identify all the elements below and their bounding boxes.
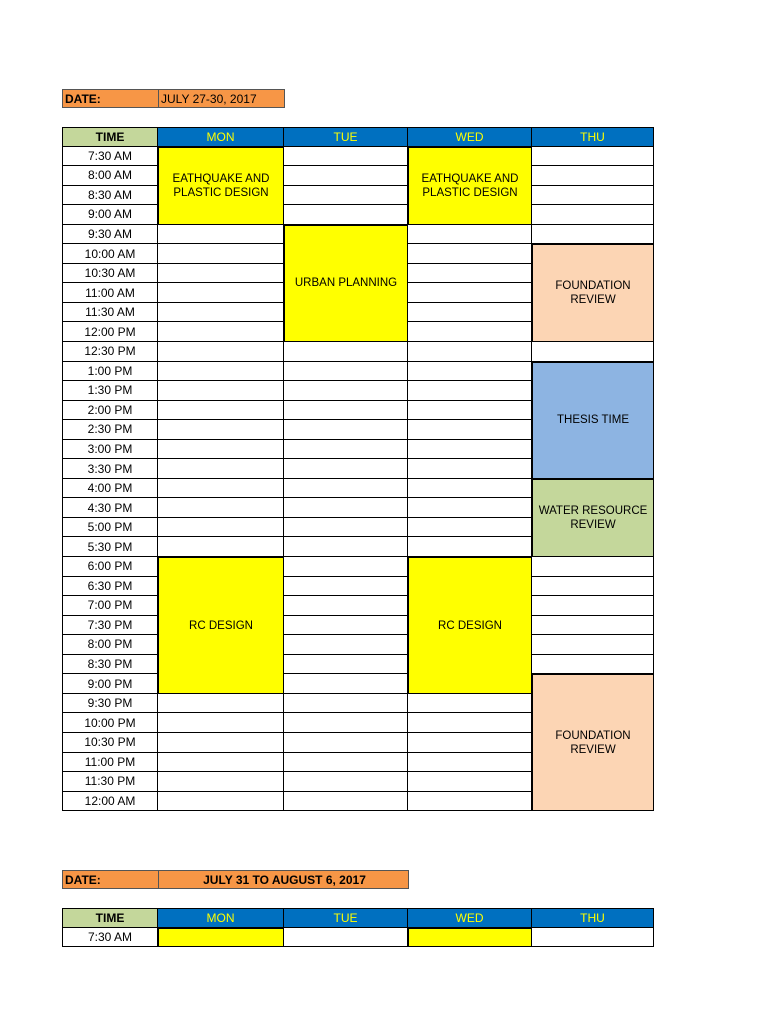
schedule-table-1	[62, 127, 654, 811]
slot-cell-mon[interactable]	[158, 322, 284, 342]
event-block[interactable]: FOUNDATION REVIEW	[532, 674, 654, 811]
slot-cell-tue[interactable]	[284, 772, 408, 792]
slot-cell-tue[interactable]	[284, 733, 408, 753]
slot-cell-wed[interactable]	[408, 772, 532, 792]
time-row	[62, 577, 654, 597]
event-block[interactable]: THESIS TIME	[532, 362, 654, 479]
slot-cell-tue[interactable]	[284, 205, 408, 225]
time-cell: 8:00 AM	[62, 166, 158, 186]
time-cell: 4:00 PM	[62, 479, 158, 499]
slot-cell-thu[interactable]	[532, 166, 654, 186]
slot-cell-thu[interactable]	[532, 557, 654, 577]
slot-cell-tue[interactable]	[284, 537, 408, 557]
time-cell: 11:00 AM	[62, 283, 158, 303]
time-row	[62, 655, 654, 675]
header-row	[62, 908, 654, 928]
slot-cell-tue[interactable]	[284, 166, 408, 186]
slot-cell-tue[interactable]	[284, 440, 408, 460]
slot-cell-tue[interactable]	[284, 792, 408, 812]
slot-cell-wed[interactable]	[408, 381, 532, 401]
slot-cell-thu[interactable]	[532, 186, 654, 206]
time-cell: 6:00 PM	[62, 557, 158, 577]
time-cell: 11:30 PM	[62, 772, 158, 792]
slot-cell-wed[interactable]	[408, 753, 532, 773]
time-cell: 1:00 PM	[62, 362, 158, 382]
slot-cell-mon[interactable]	[158, 244, 284, 264]
time-row	[62, 616, 654, 636]
slot-cell-wed[interactable]	[408, 694, 532, 714]
event-block[interactable]: EATHQUAKE AND PLASTIC DESIGN	[408, 147, 532, 225]
time-cell: 1:30 PM	[62, 381, 158, 401]
time-cell: 8:30 PM	[62, 655, 158, 675]
slot-cell-thu[interactable]	[532, 655, 654, 675]
time-cell: 11:30 AM	[62, 303, 158, 323]
slot-cell-mon[interactable]	[158, 283, 284, 303]
slot-cell-tue[interactable]	[284, 596, 408, 616]
date-label: DATE:	[62, 870, 159, 889]
header-tue: TUE	[284, 908, 408, 928]
time-cell: 7:30 AM	[62, 928, 158, 948]
time-cell: 8:00 PM	[62, 635, 158, 655]
slot-cell-mon[interactable]	[158, 518, 284, 538]
slot-cell-tue[interactable]	[284, 342, 408, 362]
slot-cell-tue[interactable]	[284, 381, 408, 401]
time-cell: 10:30 AM	[62, 264, 158, 284]
event-block[interactable]: EATHQUAKE AND PLASTIC DESIGN	[158, 147, 284, 225]
slot-cell-mon[interactable]	[158, 264, 284, 284]
slot-cell-tue[interactable]	[284, 674, 408, 694]
slot-cell-wed[interactable]	[408, 303, 532, 323]
slot-cell-wed[interactable]	[408, 420, 532, 440]
time-cell: 9:00 PM	[62, 674, 158, 694]
date-bar-1	[62, 89, 285, 108]
slot-cell-tue[interactable]	[284, 498, 408, 518]
time-row	[62, 186, 654, 206]
slot-cell-wed[interactable]	[408, 225, 532, 245]
slot-cell-wed[interactable]	[408, 537, 532, 557]
slot-cell-wed[interactable]	[408, 713, 532, 733]
slot-cell-mon[interactable]	[158, 772, 284, 792]
slot-cell-mon[interactable]	[158, 792, 284, 812]
slot-cell-mon[interactable]	[158, 342, 284, 362]
time-cell: 5:30 PM	[62, 537, 158, 557]
event-block[interactable]	[158, 928, 284, 948]
slot-cell-tue[interactable]	[284, 713, 408, 733]
slot-cell-tue[interactable]	[284, 928, 408, 948]
slot-cell-tue[interactable]	[284, 518, 408, 538]
time-cell: 2:00 PM	[62, 401, 158, 421]
header-tue: TUE	[284, 127, 408, 147]
time-row	[62, 147, 654, 167]
time-cell: 12:30 PM	[62, 342, 158, 362]
date-label: DATE:	[62, 89, 159, 108]
slot-cell-wed[interactable]	[408, 733, 532, 753]
event-block[interactable]: RC DESIGN	[158, 557, 284, 694]
slot-cell-mon[interactable]	[158, 303, 284, 323]
slot-cell-wed[interactable]	[408, 518, 532, 538]
slot-cell-thu[interactable]	[532, 596, 654, 616]
slot-cell-mon[interactable]	[158, 225, 284, 245]
time-cell: 2:30 PM	[62, 420, 158, 440]
slot-cell-thu[interactable]	[532, 225, 654, 245]
slot-cell-tue[interactable]	[284, 753, 408, 773]
slot-cell-mon[interactable]	[158, 459, 284, 479]
slot-cell-mon[interactable]	[158, 713, 284, 733]
slot-cell-thu[interactable]	[532, 635, 654, 655]
slot-cell-tue[interactable]	[284, 635, 408, 655]
event-block[interactable]: WATER RESOURCE REVIEW	[532, 479, 654, 557]
slot-cell-tue[interactable]	[284, 479, 408, 499]
event-block[interactable]: FOUNDATION REVIEW	[532, 244, 654, 342]
event-block[interactable]	[408, 928, 532, 948]
slot-cell-wed[interactable]	[408, 440, 532, 460]
header-row	[62, 127, 654, 147]
slot-cell-tue[interactable]	[284, 401, 408, 421]
slot-cell-mon[interactable]	[158, 479, 284, 499]
slot-cell-thu[interactable]	[532, 147, 654, 167]
slot-cell-wed[interactable]	[408, 283, 532, 303]
time-cell: 10:00 PM	[62, 713, 158, 733]
slot-cell-tue[interactable]	[284, 420, 408, 440]
slot-cell-mon[interactable]	[158, 498, 284, 518]
time-cell: 9:30 PM	[62, 694, 158, 714]
event-block[interactable]: URBAN PLANNING	[284, 225, 408, 342]
slot-cell-mon[interactable]	[158, 381, 284, 401]
time-cell: 3:30 PM	[62, 459, 158, 479]
slot-cell-wed[interactable]	[408, 362, 532, 382]
time-cell: 4:30 PM	[62, 498, 158, 518]
slot-cell-thu[interactable]	[532, 616, 654, 636]
slot-cell-wed[interactable]	[408, 342, 532, 362]
header-thu: THU	[532, 908, 654, 928]
slot-cell-thu[interactable]	[532, 342, 654, 362]
slot-cell-tue[interactable]	[284, 557, 408, 577]
header-time: TIME	[62, 908, 158, 928]
event-block[interactable]: RC DESIGN	[408, 557, 532, 694]
slot-cell-wed[interactable]	[408, 498, 532, 518]
time-cell: 9:30 AM	[62, 225, 158, 245]
slot-cell-tue[interactable]	[284, 694, 408, 714]
time-cell: 9:00 AM	[62, 205, 158, 225]
header-thu: THU	[532, 127, 654, 147]
slot-cell-thu[interactable]	[532, 577, 654, 597]
slot-cell-wed[interactable]	[408, 244, 532, 264]
time-cell: 6:30 PM	[62, 577, 158, 597]
time-row	[62, 166, 654, 186]
slot-cell-mon[interactable]	[158, 537, 284, 557]
slot-cell-tue[interactable]	[284, 459, 408, 479]
slot-cell-wed[interactable]	[408, 322, 532, 342]
date-value[interactable]: JULY 27-30, 2017	[159, 89, 285, 108]
header-time: TIME	[62, 127, 158, 147]
schedule-table-2	[62, 908, 654, 947]
slot-cell-mon[interactable]	[158, 733, 284, 753]
time-row	[62, 596, 654, 616]
time-row	[62, 205, 654, 225]
time-cell: 7:00 PM	[62, 596, 158, 616]
date-bar-2	[62, 870, 409, 889]
slot-cell-tue[interactable]	[284, 655, 408, 675]
time-cell: 5:00 PM	[62, 518, 158, 538]
slot-cell-thu[interactable]	[532, 928, 654, 948]
time-cell: 3:00 PM	[62, 440, 158, 460]
header-wed: WED	[408, 908, 532, 928]
slot-cell-wed[interactable]	[408, 401, 532, 421]
slot-cell-thu[interactable]	[532, 205, 654, 225]
slot-cell-tue[interactable]	[284, 616, 408, 636]
slot-cell-wed[interactable]	[408, 792, 532, 812]
time-cell: 12:00 PM	[62, 322, 158, 342]
header-mon: MON	[158, 127, 284, 147]
time-row	[62, 928, 654, 948]
slot-cell-wed[interactable]	[408, 459, 532, 479]
slot-cell-mon[interactable]	[158, 362, 284, 382]
slot-cell-tue[interactable]	[284, 147, 408, 167]
time-cell: 7:30 AM	[62, 147, 158, 167]
date-value[interactable]: JULY 31 TO AUGUST 6, 2017	[159, 870, 409, 889]
time-cell: 10:00 AM	[62, 244, 158, 264]
header-wed: WED	[408, 127, 532, 147]
time-row	[62, 635, 654, 655]
header-mon: MON	[158, 908, 284, 928]
time-row	[62, 557, 654, 577]
slot-cell-mon[interactable]	[158, 420, 284, 440]
time-cell: 7:30 PM	[62, 616, 158, 636]
slot-cell-wed[interactable]	[408, 479, 532, 499]
time-row	[62, 342, 654, 362]
time-cell: 11:00 PM	[62, 753, 158, 773]
slot-cell-tue[interactable]	[284, 362, 408, 382]
time-cell: 10:30 PM	[62, 733, 158, 753]
slot-cell-wed[interactable]	[408, 264, 532, 284]
time-cell: 12:00 AM	[62, 792, 158, 812]
slot-cell-mon[interactable]	[158, 440, 284, 460]
slot-cell-tue[interactable]	[284, 577, 408, 597]
slot-cell-mon[interactable]	[158, 753, 284, 773]
slot-cell-mon[interactable]	[158, 401, 284, 421]
slot-cell-tue[interactable]	[284, 186, 408, 206]
slot-cell-mon[interactable]	[158, 694, 284, 714]
time-cell: 8:30 AM	[62, 186, 158, 206]
